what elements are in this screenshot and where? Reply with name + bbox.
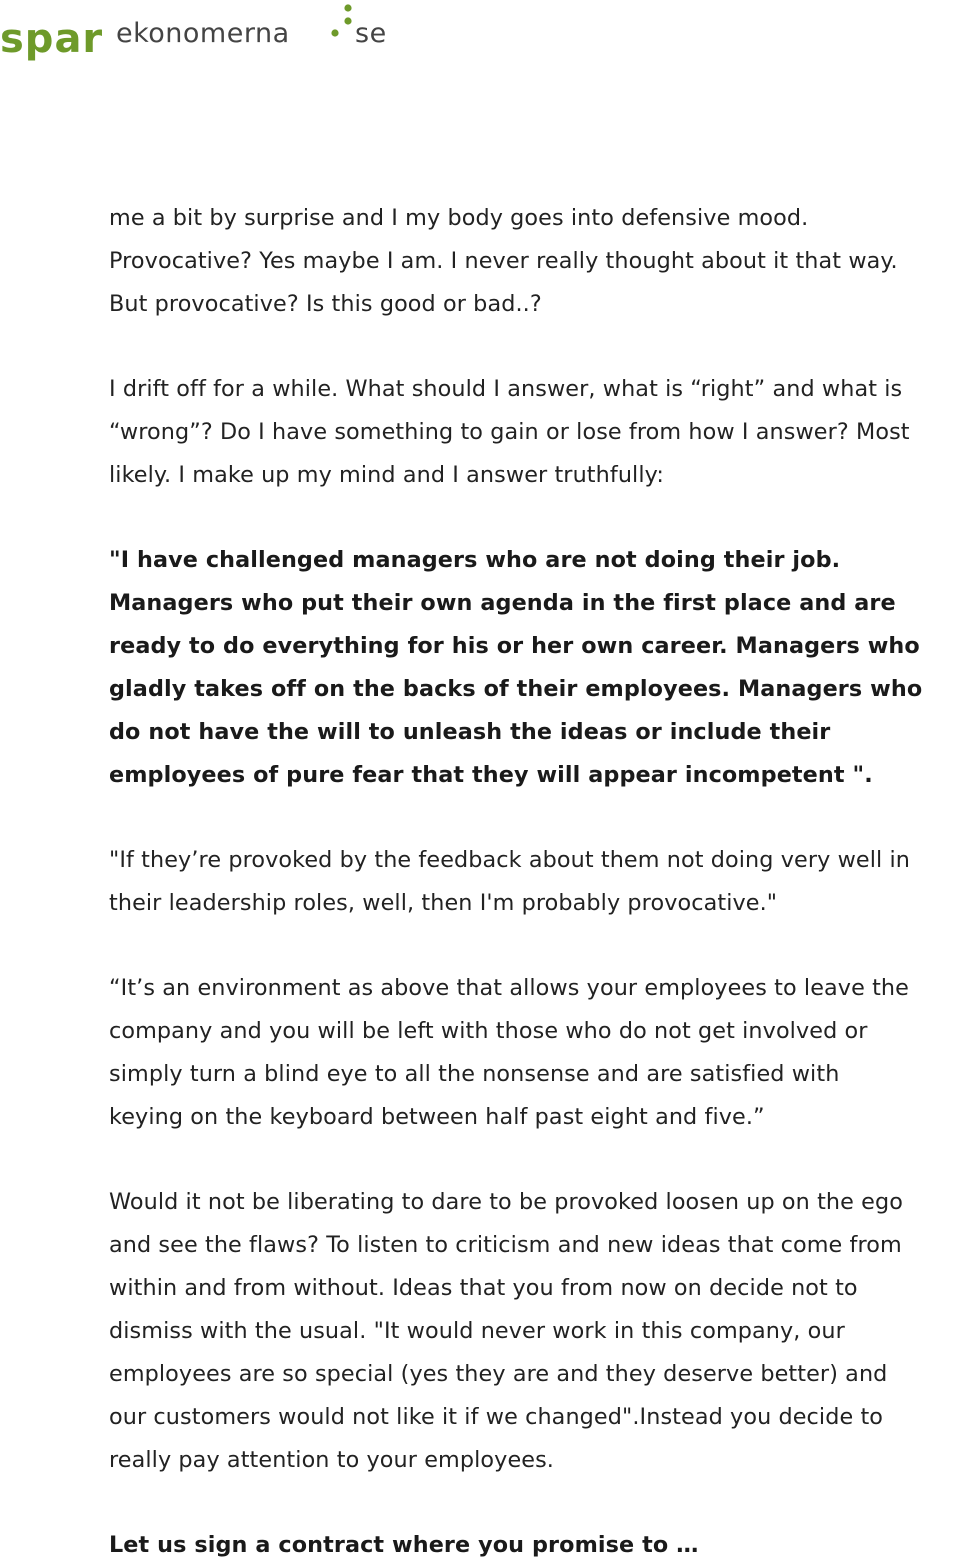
paragraph-drift-off: I drift off for a while. What should I answer, what is “right” and what is “wrong”? Do I have something to gain or lose from how I answer? Most likely. I make up my mind and I answer truthfully: (109, 376, 910, 488)
paragraph-quote-managers: "I have challenged managers who are not doing their job. Managers who put their own agenda in the first place and are ready to do everything for his or her own career. Managers who gladly takes off on the backs of their employees. Managers who do not have the will to unleash the ideas or include their employees of pure fear that they will appear incompetent ". (109, 547, 923, 788)
logo-word-ekonomerna: ekonomerna (116, 18, 290, 49)
paragraph-contract-heading: Let us sign a contract where you promise to … (109, 1532, 699, 1558)
logo-dot-large (331, 29, 338, 36)
logo-dot-medium (344, 17, 351, 24)
site-logo[interactable] (0, 0, 400, 62)
logo-dot-small (344, 4, 351, 11)
logo-word-spar: spar (0, 16, 104, 62)
paragraph-environment: “It’s an environment as above that allows your employees to leave the company and you will be left with those who do not get involved or simply turn a blind eye to all the nonsense and are satisfied with keying on the keyboard between half past eight and five.” (109, 975, 909, 1130)
paragraph-liberating: Would it not be liberating to dare to be provoked loosen up on the ego and see the flaws? To listen to criticism and new ideas that come from within and from without. Ideas that you from now on decide not to dismiss with the usual. "It would never work in this company, our employees are so special (yes they are and they deserve better) and our customers would not like it if we changed".Instead you decide to really pay attention to your employees. (109, 1189, 903, 1473)
paragraph-surprise: me a bit by surprise and I my body goes into defensive mood. Provocative? Yes maybe I am. I never really thought about it that way. But provocative? Is this good or bad..? (109, 205, 898, 317)
logo-word-se: se (355, 18, 387, 49)
article-body (109, 197, 960, 1567)
paragraph-provoked: "If they’re provoked by the feedback about them not doing very well in their leadership roles, well, then I'm probably provocative." (109, 847, 911, 916)
